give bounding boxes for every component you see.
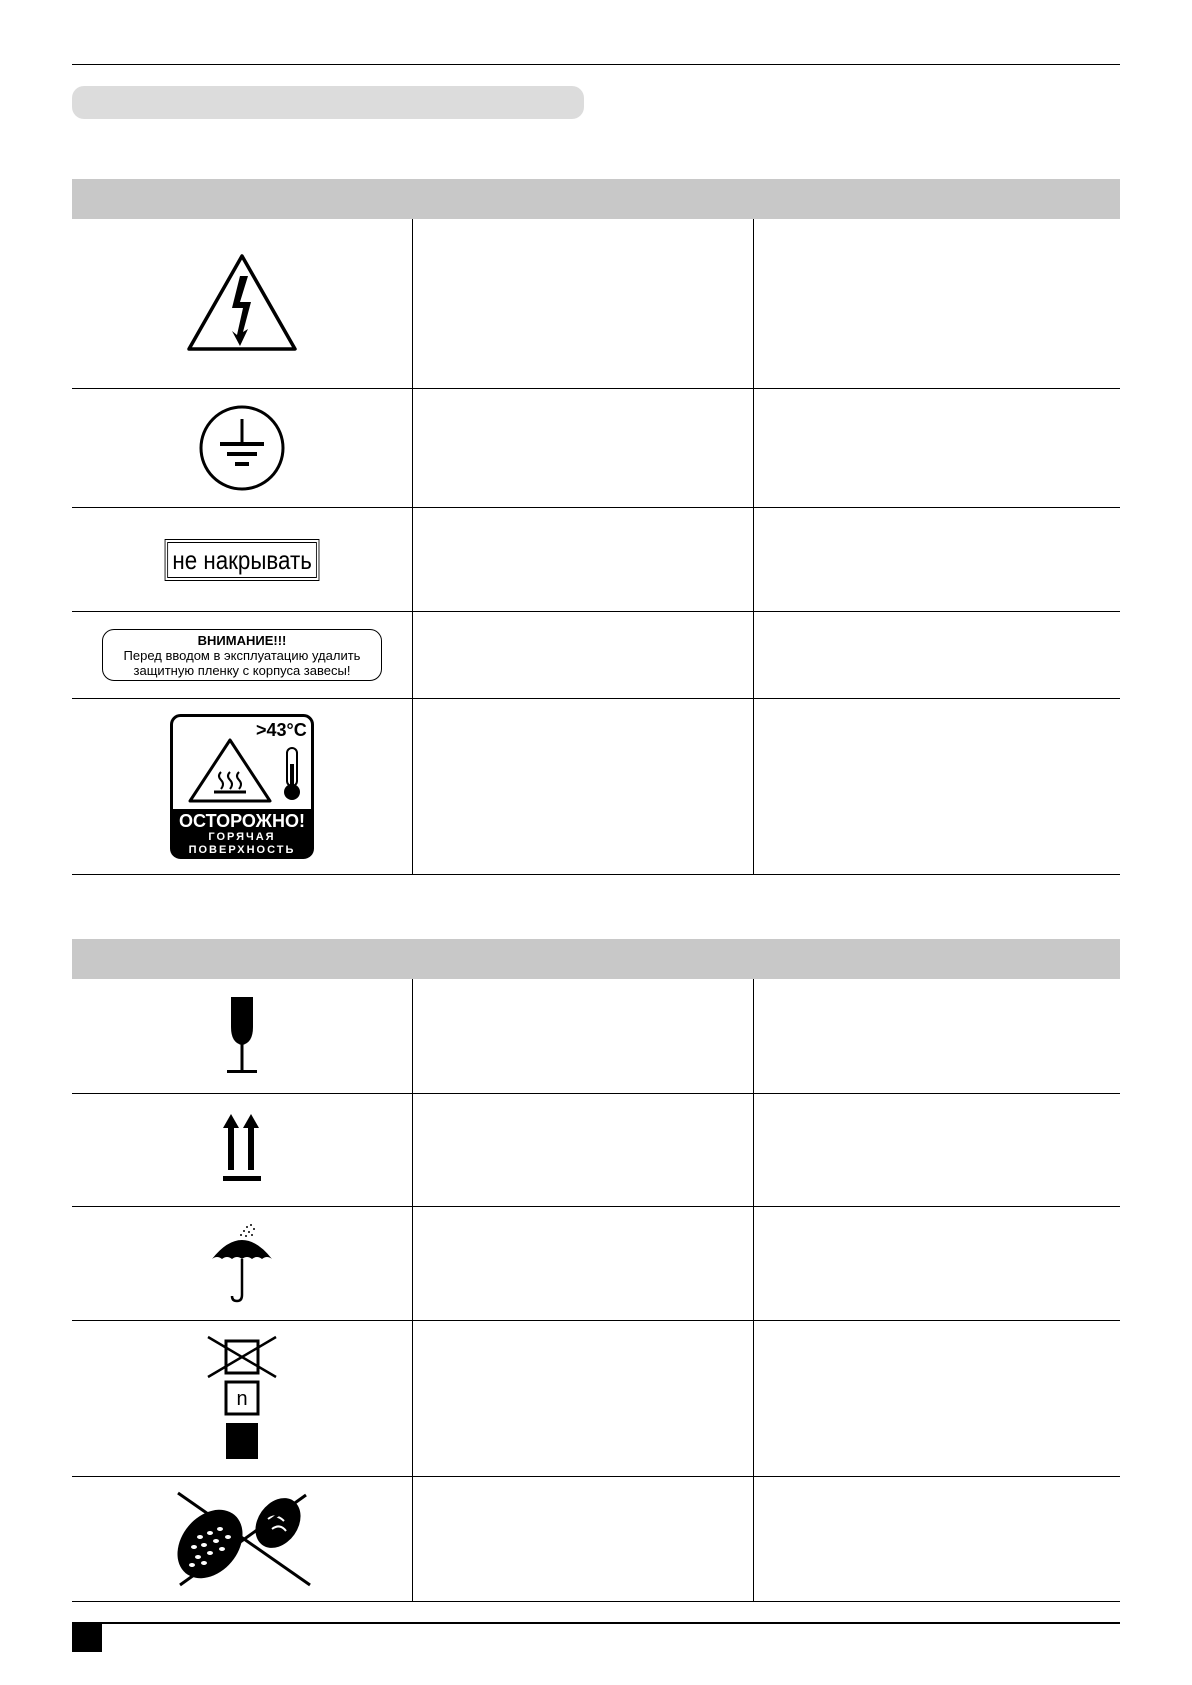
stack-count-label: n <box>236 1387 248 1410</box>
warning-title: ВНИМАНИЕ!!! <box>197 633 287 648</box>
table-row <box>72 979 1120 1094</box>
table-row <box>72 1094 1120 1207</box>
this-way-up-icon <box>217 1110 267 1190</box>
table-row <box>72 1477 1120 1602</box>
handling-signs-table <box>72 979 1120 1602</box>
warning-line: защитную пленку с корпуса завесы! <box>133 663 351 678</box>
high-voltage-icon <box>182 244 302 364</box>
table-row <box>72 389 1120 508</box>
table-row <box>72 1207 1120 1321</box>
caution-label: ОСТОРОЖНО! <box>179 811 305 831</box>
keep-dry-icon <box>207 1221 277 1306</box>
do-not-step-icon <box>170 1489 314 1589</box>
section-header-handling <box>72 939 1120 979</box>
safety-signs-table <box>72 219 1120 875</box>
table-row <box>72 219 1120 389</box>
fragile-glass-icon <box>217 991 267 1081</box>
warning-line: Перед вводом в эксплуатацию удалить <box>123 648 361 663</box>
table-row <box>72 1321 1120 1477</box>
table-row <box>72 699 1120 875</box>
page-marker <box>72 1622 102 1652</box>
table-row <box>72 508 1120 612</box>
remove-film-warning-sign <box>102 629 382 681</box>
title-bar <box>72 86 584 119</box>
earth-ground-icon <box>197 403 287 493</box>
do-not-cover-sign: не накрывать <box>167 542 317 578</box>
hot-surface-line: ПОВЕРХНОСТЬ <box>188 844 296 856</box>
hot-surface-sign <box>170 714 314 859</box>
stacking-limit-icon <box>204 1335 280 1463</box>
table-row <box>72 612 1120 699</box>
bottom-rule <box>72 1622 1120 1624</box>
section-header-safety <box>72 179 1120 219</box>
top-rule <box>72 64 1120 65</box>
temperature-label: >43°C <box>256 720 307 740</box>
hot-surface-line: ГОРЯЧАЯ <box>208 831 276 843</box>
